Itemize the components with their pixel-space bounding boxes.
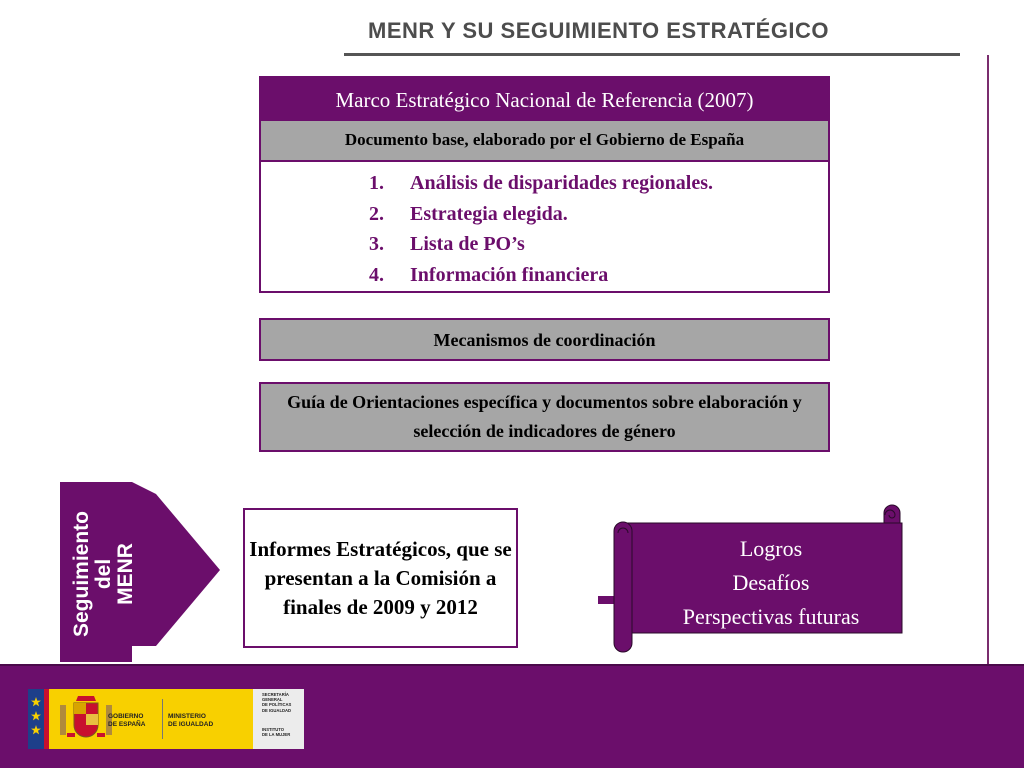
informes-text: Informes Estratégicos, que se presentan a la Comisión a finales de 2009 y 2012 — [249, 536, 512, 619]
list-number: 3. — [369, 233, 384, 255]
list-text: Estrategia elegida. — [410, 202, 568, 225]
list-text: Análisis de disparidades regionales. — [410, 172, 714, 194]
seguimiento-label: Seguimiento del MENR — [70, 510, 137, 638]
eu-stars-icon — [30, 697, 42, 743]
list-number: 1. — [369, 172, 384, 194]
marco-box — [259, 76, 830, 293]
marco-list — [261, 162, 828, 290]
list-text: Lista de PO’s — [410, 233, 525, 255]
right-vertical-rule — [987, 55, 989, 667]
list-text: Información financiera — [410, 263, 609, 286]
informes-box — [243, 508, 518, 648]
coat-of-arms-icon — [58, 695, 114, 743]
government-logo: GOBIERNO DE ESPAÑA MINISTERIO DE IGUALDAD SECRETARÍA GENERAL DE POLÍTICAS DE IGUALDAD INSTITUTO DE LA MUJER — [28, 689, 304, 749]
list-item — [369, 260, 828, 291]
scroll-text: Logros Desafíos Perspectivas futuras — [682, 536, 860, 629]
list-number: 2. — [369, 202, 384, 225]
guia-box — [259, 382, 830, 452]
title-underline — [344, 53, 960, 56]
footer-divider — [0, 664, 1024, 666]
list-item — [369, 168, 828, 199]
marco-subtitle: Documento base, elaborado por el Gobierno de España — [261, 119, 828, 162]
guia-text: Guía de Orientaciones específica y documentos sobre elaboración y selección de indicadores de género — [287, 392, 802, 441]
list-item — [369, 229, 828, 260]
list-number: 4. — [369, 263, 384, 286]
marco-title: Marco Estratégico Nacional de Referencia (2007) — [261, 78, 828, 119]
list-item — [369, 199, 828, 230]
mecanismos-box: Mecanismos de coordinación — [259, 318, 830, 361]
page-title: MENR Y SU SEGUIMIENTO ESTRATÉGICO — [368, 18, 830, 43]
